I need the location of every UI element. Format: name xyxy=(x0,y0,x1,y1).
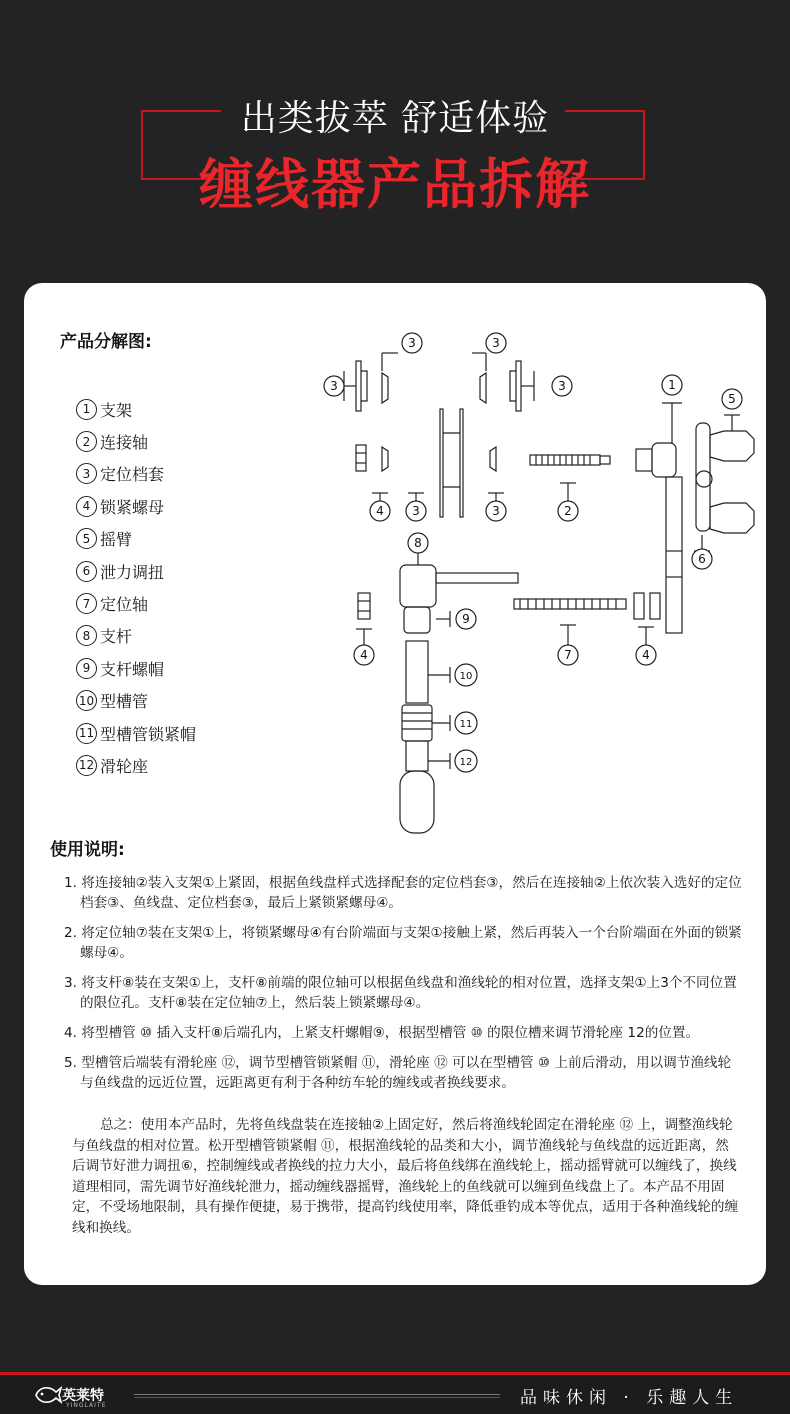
callout-3b xyxy=(324,376,344,396)
part-item xyxy=(76,458,246,490)
instruction-step: 1. 将连接轴②装入支架①上紧固，根据鱼线盘样式选择配套的定位档套③，然后在连接轴②上依次装入选好的定位档套③、鱼线盘、定位档套③，最后上紧锁紧螺母④。 xyxy=(64,875,742,911)
svg-text:10: 10 xyxy=(459,671,473,682)
brand-name: 英莱特 xyxy=(62,1388,104,1404)
callout-9 xyxy=(456,609,476,629)
part-label: 锁紧螺母 xyxy=(100,497,165,517)
part-label: 摇臂 xyxy=(100,530,133,550)
svg-text:11: 11 xyxy=(459,719,473,730)
part-item xyxy=(76,652,246,684)
svg-text:4: 4 xyxy=(376,504,384,518)
part-item xyxy=(76,490,246,522)
part-label: 连接轴 xyxy=(100,433,149,453)
part-label: 定位轴 xyxy=(100,595,149,615)
callout-6 xyxy=(692,549,712,569)
header-banner xyxy=(0,0,790,270)
svg-text:7: 7 xyxy=(564,648,572,662)
part-number: 6 xyxy=(76,561,97,582)
svg-text:8: 8 xyxy=(414,536,422,550)
callout-10 xyxy=(455,664,477,686)
callout-11 xyxy=(455,712,477,734)
instruction-step: 4. 将型槽管 ⑩ 插入支杆⑧后端孔内，上紧支杆螺帽⑨，根据型槽管 ⑩ 的限位槽来调节滑轮座 12的位置。 xyxy=(64,1025,700,1041)
part-number: 12 xyxy=(76,755,97,776)
part-item xyxy=(76,685,246,717)
callout-3c xyxy=(486,333,506,353)
svg-text:5: 5 xyxy=(728,392,736,406)
callout-7 xyxy=(558,645,578,665)
callout-3f xyxy=(486,501,506,521)
part-item xyxy=(76,749,246,781)
part-number: 11 xyxy=(76,723,97,744)
callout-3e xyxy=(406,501,426,521)
fish-logo-icon xyxy=(34,1384,62,1406)
svg-text:2: 2 xyxy=(564,504,572,518)
part-number: 2 xyxy=(76,431,97,452)
explode-heading: 产品分解图: xyxy=(60,332,152,352)
callout-4c xyxy=(636,645,656,665)
footer-divider xyxy=(134,1394,500,1395)
part-item xyxy=(76,555,246,587)
footer-bar xyxy=(0,1372,790,1414)
part-number: 3 xyxy=(76,463,97,484)
svg-text:4: 4 xyxy=(360,648,368,662)
svg-text:6: 6 xyxy=(698,552,706,566)
svg-text:9: 9 xyxy=(462,612,470,626)
callout-2 xyxy=(558,501,578,521)
part-label: 型槽管锁紧帽 xyxy=(100,724,197,744)
svg-text:12: 12 xyxy=(459,757,473,768)
part-item xyxy=(76,717,246,749)
part-number: 1 xyxy=(76,399,97,420)
brand-logo xyxy=(34,1382,107,1409)
part-label: 支杆 xyxy=(100,627,133,647)
callout-12 xyxy=(455,750,477,772)
page-subtitle: 出类拔萃 舒适体验 xyxy=(240,98,550,139)
part-item xyxy=(76,393,246,425)
callout-8 xyxy=(408,533,428,553)
svg-text:3: 3 xyxy=(492,504,500,518)
svg-text:1: 1 xyxy=(668,378,676,392)
parts-list xyxy=(76,393,246,782)
svg-text:3: 3 xyxy=(492,336,500,350)
svg-text:3: 3 xyxy=(412,504,420,518)
summary-paragraph: 总之：使用本产品时，先将鱼线盘装在连接轴②上固定好，然后将渔线轮固定在滑轮座 ⑫ 上，调整渔线轮与鱼线盘的相对位置。松开型槽管锁紧帽 ⑪，根据渔线轮的品类和大小，调节渔线轮与鱼线盘的远近距离，然后调节好泄力调扭⑥，控制缠线或者换线的拉力大小，最后将鱼线绑在渔线轮上，摇动摇臂就可以缠线了，换线道理相同，需先调节好渔线轮泄力，摇动缠线器摇臂，渔线轮上的鱼线就可以缠到鱼线盘上了。本产品不用固定，不受场地限制，具有操作便捷，易于携带，提高钓线使用率，降低垂钓成本等优点，适用于各种渔线轮的缠线和换线。 xyxy=(72,1117,739,1236)
part-item xyxy=(76,587,246,619)
svg-text:3: 3 xyxy=(330,379,338,393)
part-number: 5 xyxy=(76,528,97,549)
callout-3d xyxy=(552,376,572,396)
part-item xyxy=(76,620,246,652)
content-card xyxy=(24,283,766,1285)
callout-4a xyxy=(370,501,390,521)
part-number: 10 xyxy=(76,690,97,711)
part-number: 8 xyxy=(76,625,97,646)
svg-text:3: 3 xyxy=(558,379,566,393)
part-item xyxy=(76,425,246,457)
part-item xyxy=(76,523,246,555)
part-number: 4 xyxy=(76,496,97,517)
exploded-diagram xyxy=(300,303,766,843)
instructions-heading: 使用说明: xyxy=(50,840,125,860)
page-title: 缠线器产品拆解 xyxy=(199,153,591,216)
svg-text:4: 4 xyxy=(642,648,650,662)
part-label: 泄力调扭 xyxy=(100,562,165,582)
callout-4b xyxy=(354,645,374,665)
instruction-steps xyxy=(64,873,744,1103)
callout-5 xyxy=(722,389,742,409)
instruction-step: 2. 将定位轴⑦装在支架①上，将锁紧螺母④有台阶端面与支架①接触上紧，然后再装入一个台阶端面在外面的锁紧螺母④。 xyxy=(64,925,742,961)
part-number: 9 xyxy=(76,658,97,679)
callout-3a xyxy=(402,333,422,353)
callout-1 xyxy=(662,375,682,395)
part-label: 型槽管 xyxy=(100,692,149,712)
instruction-step: 5. 型槽管后端装有滑轮座 ⑫，调节型槽管锁紧帽 ⑪，滑轮座 ⑫ 可以在型槽管 ⑩ 上前后滑动，用以调节渔线轮与鱼线盘的远近位置，远距离更有利于各种纺车轮的缠线或者换线要求。 xyxy=(64,1055,732,1091)
part-label: 定位档套 xyxy=(100,465,165,485)
svg-text:3: 3 xyxy=(408,336,416,350)
part-label: 支架 xyxy=(100,400,133,420)
brand-name-en: YINGLAITE xyxy=(66,1402,107,1409)
footer-accent-line xyxy=(0,1372,790,1375)
footer-slogan: 品味休闲 · 乐趣人生 xyxy=(520,1388,739,1408)
footer-divider xyxy=(134,1397,500,1398)
part-number: 7 xyxy=(76,593,97,614)
part-label: 滑轮座 xyxy=(100,756,149,776)
instruction-step: 3. 将支杆⑧装在支架①上，支杆⑧前端的限位轴可以根据鱼线盘和渔线轮的相对位置，选择支架①上3个不同位置的限位孔。支杆⑧装在定位轴⑦上，然后装上锁紧螺母④。 xyxy=(64,975,737,1011)
part-label: 支杆螺帽 xyxy=(100,659,165,679)
